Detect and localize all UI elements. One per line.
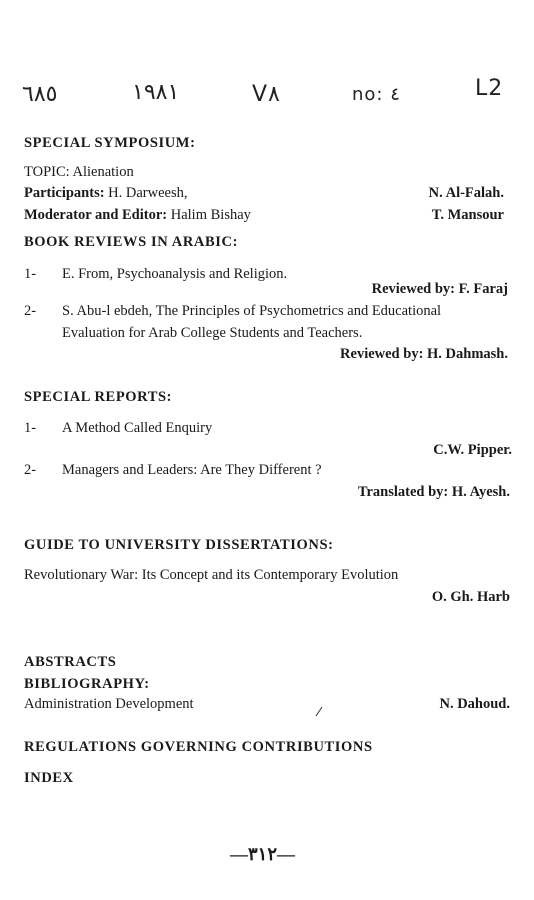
report-translator: Translated by: H. Ayesh.: [357, 484, 510, 500]
moderator-right: T. Mansour: [431, 207, 504, 223]
section-heading-bibliography: BIBLIOGRAPHY:: [24, 676, 150, 692]
book-review-title: S. Abu-l ebdeh, The Principles of Psychometrics and Educational: [62, 303, 442, 319]
section-heading-abstracts: ABSTRACTS: [24, 654, 117, 670]
section-heading-book-reviews: BOOK REVIEWS IN ARABIC:: [24, 234, 239, 250]
book-review-title-cont: Evaluation for Arab College Students and Teachers.: [62, 325, 363, 341]
list-number: 1-: [24, 266, 37, 282]
bibliography-item: Administration Development: [24, 696, 194, 712]
handwritten-note: no: ٤: [352, 84, 400, 105]
section-heading-special-reports: SPECIAL REPORTS:: [24, 389, 173, 405]
section-heading-index: INDEX: [24, 770, 74, 786]
symposium-topic: TOPIC: Alienation: [24, 164, 134, 180]
symposium-participants: [24, 185, 188, 202]
book-review-title: E. From, Psychoanalysis and Religion.: [62, 266, 288, 282]
report-title: Managers and Leaders: Are They Different ?: [62, 462, 322, 478]
section-heading-dissertations: GUIDE TO UNIVERSITY DISSERTATIONS:: [24, 537, 334, 553]
handwritten-note: ١٩٨١: [132, 80, 180, 105]
section-heading-symposium: SPECIAL SYMPOSIUM:: [24, 135, 196, 151]
participants-label: Participants:: [24, 185, 105, 201]
symposium-moderator: [24, 207, 251, 224]
list-number: 1-: [24, 420, 37, 436]
dissertation-author: O. Gh. Harb: [431, 589, 510, 605]
page-number: —٣١٢—: [230, 844, 296, 864]
section-heading-regulations: REGULATIONS GOVERNING CONTRIBUTIONS: [24, 739, 373, 755]
participants-names: H. Darweesh,: [104, 185, 188, 201]
book-review-reviewer: Reviewed by: H. Dahmash.: [340, 346, 508, 362]
list-number: 2-: [24, 462, 37, 478]
book-review-reviewer: Reviewed by: F. Faraj: [371, 281, 508, 297]
moderator-name: Halim Bishay: [167, 207, 251, 223]
handwritten-note: ٦٨٥: [22, 82, 58, 107]
bibliography-author: N. Dahoud.: [439, 696, 510, 712]
participants-right: N. Al-Falah.: [428, 185, 504, 201]
dissertation-title: Revolutionary War: Its Concept and its Contemporary Evolution: [24, 567, 399, 583]
report-title: A Method Called Enquiry: [62, 420, 213, 436]
moderator-label: Moderator and Editor:: [24, 207, 168, 223]
report-author: C.W. Pipper.: [433, 442, 512, 458]
handwritten-note: L2: [475, 76, 504, 101]
pen-mark: [314, 704, 324, 718]
handwritten-note: V٨: [252, 82, 280, 107]
list-number: 2-: [24, 303, 37, 319]
